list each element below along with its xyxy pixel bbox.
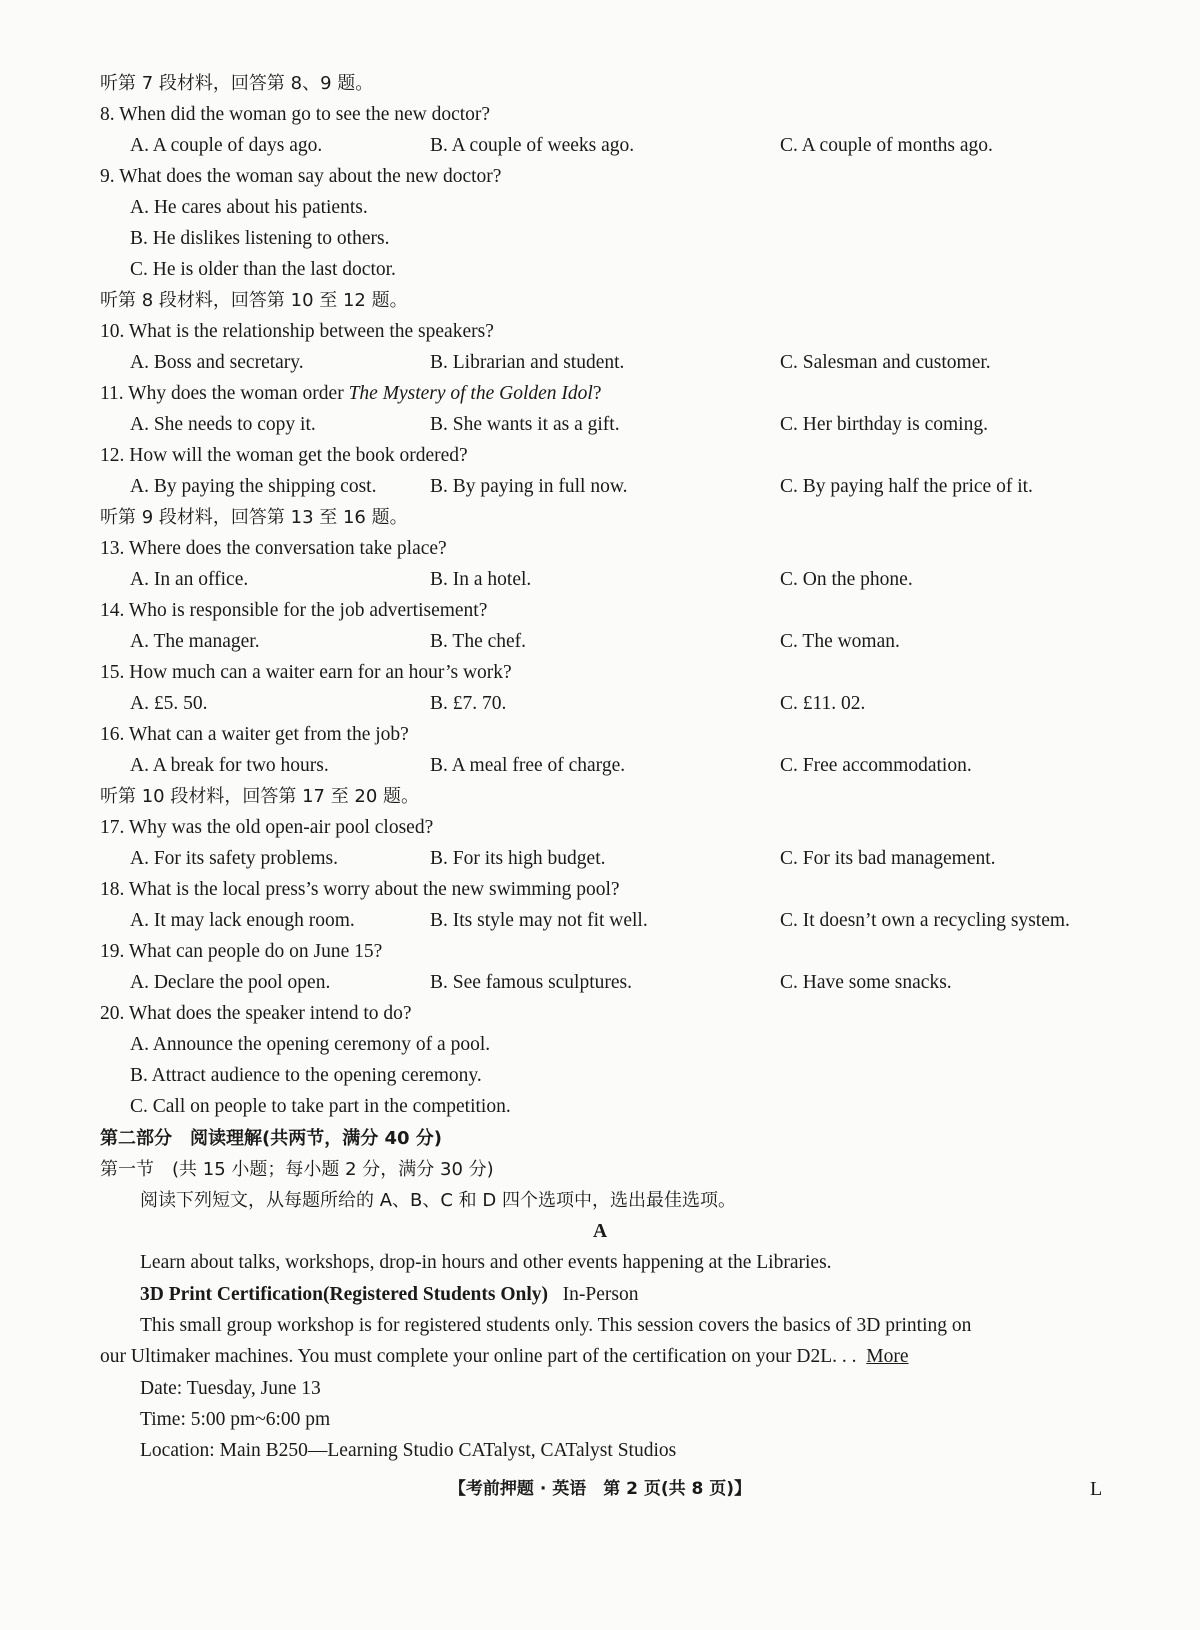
option-8c: C. A couple of months ago. xyxy=(780,135,993,156)
option-11a: A. She needs to copy it. xyxy=(130,414,316,435)
option-20a: A. Announce the opening ceremony of a pool. xyxy=(130,1034,491,1055)
options-19 xyxy=(100,967,1140,998)
option-15a: A. £5. 50. xyxy=(130,693,208,714)
section-heading-9: 听第 9 段材料，回答第 13 至 16 题。 xyxy=(100,507,408,528)
option-13c: C. On the phone. xyxy=(780,569,913,590)
option-17c: C. For its bad management. xyxy=(780,848,996,869)
option-12b: B. By paying in full now. xyxy=(430,476,628,497)
part-two-heading: 第二部分 阅读理解(共两节，满分 40 分) xyxy=(100,1128,443,1149)
option-11c: C. Her birthday is coming. xyxy=(780,414,988,435)
section-heading-10: 听第 10 段材料，回答第 17 至 20 题。 xyxy=(100,786,420,807)
section-heading-7: 听第 7 段材料，回答第 8、9 题。 xyxy=(100,73,374,94)
option-19a: A. Declare the pool open. xyxy=(130,972,331,993)
question-16: 16. What can a waiter get from the job? xyxy=(100,724,409,745)
question-10: 10. What is the relationship between the speakers? xyxy=(100,321,494,342)
options-14 xyxy=(100,626,1140,657)
event-location: Location: Main B250—Learning Studio CATalyst, CATalyst Studios xyxy=(140,1440,677,1461)
option-10c: C. Salesman and customer. xyxy=(780,352,991,373)
question-14: 14. Who is responsible for the job advertisement? xyxy=(100,600,488,621)
footer-text: 【考前押题 · 英语 第 2 页(共 8 页)】 xyxy=(448,1479,752,1499)
event-title: 3D Print Certification(Registered Students Only) xyxy=(140,1284,549,1305)
option-9a: A. He cares about his patients. xyxy=(130,197,368,218)
option-15c: C. £11. 02. xyxy=(780,693,866,714)
option-14b: B. The chef. xyxy=(430,631,527,652)
question-11-mark: ? xyxy=(592,383,602,404)
question-15: 15. How much can a waiter earn for an hour’s work? xyxy=(100,662,512,683)
options-8 xyxy=(100,130,1140,161)
section-heading-8: 听第 8 段材料，回答第 10 至 12 题。 xyxy=(100,290,408,311)
event-title-line xyxy=(100,1279,1140,1310)
question-13: 13. Where does the conversation take place? xyxy=(100,538,447,559)
option-9b: B. He dislikes listening to others. xyxy=(130,228,390,249)
option-12c: C. By paying half the price of it. xyxy=(780,476,1033,497)
option-20c: C. Call on people to take part in the competition. xyxy=(130,1096,511,1117)
passage-intro: Learn about talks, workshops, drop-in hours and other events happening at the Libraries. xyxy=(140,1252,832,1273)
option-19c: C. Have some snacks. xyxy=(780,972,952,993)
book-title: The Mystery of the Golden Idol xyxy=(348,383,593,404)
option-14a: A. The manager. xyxy=(130,631,260,652)
options-16 xyxy=(100,750,1140,781)
option-15b: B. £7. 70. xyxy=(430,693,507,714)
options-13 xyxy=(100,564,1140,595)
question-19: 19. What can people do on June 15? xyxy=(100,941,383,962)
option-20b: B. Attract audience to the opening ceremony. xyxy=(130,1065,482,1086)
event-description-2 xyxy=(100,1341,1140,1372)
question-12: 12. How will the woman get the book ordered? xyxy=(100,445,468,466)
option-19b: B. See famous sculptures. xyxy=(430,972,633,993)
question-17: 17. Why was the old open-air pool closed? xyxy=(100,817,434,838)
option-13a: A. In an office. xyxy=(130,569,249,590)
question-11-text: 11. Why does the woman order xyxy=(100,383,349,404)
event-time: Time: 5:00 pm~6:00 pm xyxy=(140,1409,331,1430)
option-10a: A. Boss and secretary. xyxy=(130,352,304,373)
event-description-2-text: our Ultimaker machines. You must complete your online part of the certification on your D2L. . . xyxy=(100,1346,857,1367)
option-17a: A. For its safety problems. xyxy=(130,848,338,869)
event-date: Date: Tuesday, June 13 xyxy=(140,1378,321,1399)
option-16b: B. A meal free of charge. xyxy=(430,755,626,776)
reading-instructions: 阅读下列短文，从每题所给的 A、B、C 和 D 四个选项中，选出最佳选项。 xyxy=(140,1190,736,1211)
question-20: 20. What does the speaker intend to do? xyxy=(100,1003,412,1024)
event-format: In-Person xyxy=(562,1284,639,1305)
question-18: 18. What is the local press’s worry about the new swimming pool? xyxy=(100,879,620,900)
option-8a: A. A couple of days ago. xyxy=(130,135,323,156)
option-13b: B. In a hotel. xyxy=(430,569,532,590)
page-footer xyxy=(0,1472,1200,1506)
option-11b: B. She wants it as a gift. xyxy=(430,414,620,435)
option-8b: B. A couple of weeks ago. xyxy=(430,135,635,156)
section-one-heading: 第一节 (共 15 小题；每小题 2 分，满分 30 分) xyxy=(100,1159,494,1180)
option-17b: B. For its high budget. xyxy=(430,848,606,869)
question-11 xyxy=(100,378,1140,409)
options-11 xyxy=(100,409,1140,440)
passage-label: A xyxy=(592,1221,608,1242)
option-10b: B. Librarian and student. xyxy=(430,352,625,373)
options-15 xyxy=(100,688,1140,719)
question-9: 9. What does the woman say about the new doctor? xyxy=(100,166,502,187)
option-18c: C. It doesn’t own a recycling system. xyxy=(780,910,1070,931)
options-12 xyxy=(100,471,1140,502)
option-14c: C. The woman. xyxy=(780,631,900,652)
option-16a: A. A break for two hours. xyxy=(130,755,329,776)
option-16c: C. Free accommodation. xyxy=(780,755,972,776)
option-18b: B. Its style may not fit well. xyxy=(430,910,648,931)
more-link[interactable]: More xyxy=(866,1346,909,1367)
option-18a: A. It may lack enough room. xyxy=(130,910,355,931)
event-description-1: This small group workshop is for registered students only. This session covers the basics of 3D printing on xyxy=(140,1315,972,1336)
footer-mark: L xyxy=(1090,1478,1103,1500)
options-18 xyxy=(100,905,1140,936)
options-10 xyxy=(100,347,1140,378)
option-12a: A. By paying the shipping cost. xyxy=(130,476,377,497)
question-8: 8. When did the woman go to see the new doctor? xyxy=(100,104,491,125)
options-17 xyxy=(100,843,1140,874)
option-9c: C. He is older than the last doctor. xyxy=(130,259,396,280)
